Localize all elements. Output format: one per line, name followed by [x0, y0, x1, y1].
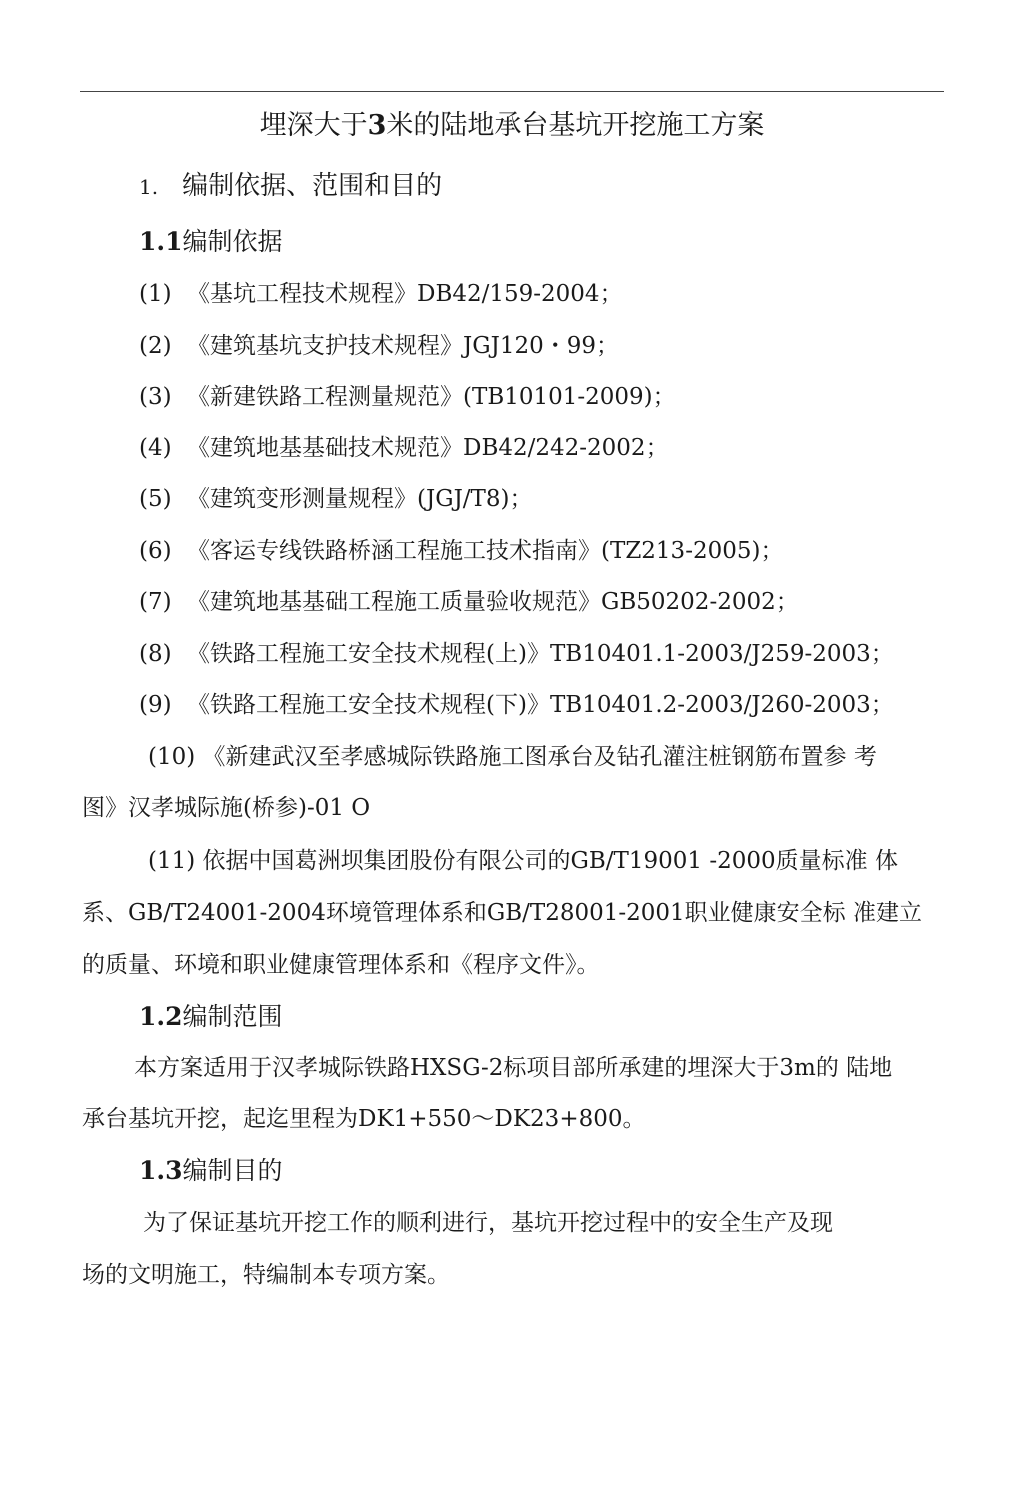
title-depth-number: 3 — [367, 110, 387, 141]
reference-11-line-3: 的质量、环境和职业健康管理体系和《程序文件》。 — [82, 952, 600, 978]
reference-number: (3) — [139, 384, 172, 410]
section-1-number: 1. — [139, 175, 159, 199]
reference-text: 《铁路工程施工安全技术规程(上)》TB10401.1-2003/J259-2003； — [187, 641, 894, 667]
reference-number: (6) — [139, 538, 172, 564]
reference-item — [139, 540, 783, 563]
reference-text: 《客运专线铁路桥涵工程施工技术指南》(TZ213-2005)； — [187, 538, 784, 564]
section-1-1-number: 1.1 — [139, 227, 183, 256]
reference-item — [139, 694, 894, 717]
section-1-heading — [139, 173, 442, 199]
reference-item — [139, 488, 532, 511]
section-1-title: 编制依据、范围和目的 — [182, 171, 443, 201]
reference-number: (1) — [139, 281, 172, 307]
section-1-2-number: 1.2 — [139, 1002, 183, 1031]
scope-line-2: 承台基坑开挖，起迄里程为DK1+550～DK23+800。 — [82, 1106, 646, 1132]
section-1-3-heading — [139, 1158, 283, 1183]
reference-text: 《建筑地基基础技术规范》DB42/242-2002； — [187, 435, 669, 461]
reference-number: (9) — [139, 692, 172, 718]
reference-item — [139, 283, 623, 306]
reference-text: 《新建铁路工程测量规范》(TB10101-2009)； — [187, 384, 676, 410]
section-1-1-title: 编制依据 — [182, 227, 283, 256]
section-1-1-heading — [139, 229, 283, 254]
section-1-2-title: 编制范围 — [182, 1002, 283, 1031]
title-prefix: 埋深大于 — [259, 110, 368, 141]
reference-item — [139, 591, 799, 614]
title-suffix: 米的陆地承台基坑开挖施工方案 — [386, 110, 765, 141]
scope-line-1: 本方案适用于汉孝城际铁路HXSG-2标项目部所承建的埋深大于3m的 陆地 — [134, 1055, 893, 1081]
reference-11-line-1: (11) 依据中国葛洲坝集团股份有限公司的GB/T19001 -2000质量标准 体 — [148, 848, 898, 874]
reference-item — [139, 386, 676, 409]
reference-text: 《铁路工程施工安全技术规程(下)》TB10401.2-2003/J260-2003； — [187, 692, 894, 718]
reference-text: 《建筑变形测量规程》(JGJ/T8)； — [187, 486, 533, 512]
reference-number: (5) — [139, 486, 172, 512]
reference-number: (2) — [139, 333, 172, 359]
reference-10-line-2: 图》汉孝城际施(桥参)-01 O — [82, 795, 371, 821]
reference-number: (4) — [139, 435, 172, 461]
section-1-3-number: 1.3 — [139, 1156, 183, 1185]
section-1-2-heading — [139, 1004, 283, 1029]
reference-text: 《基坑工程技术规程》DB42/159-2004； — [187, 281, 623, 307]
reference-item — [139, 335, 619, 358]
section-1-3-title: 编制目的 — [182, 1156, 283, 1185]
reference-text: 《建筑地基基础工程施工质量验收规范》GB50202-2002； — [187, 589, 799, 615]
reference-number: (7) — [139, 589, 172, 615]
header-rule — [80, 91, 944, 92]
reference-item — [139, 437, 669, 460]
purpose-line-2: 场的文明施工，特编制本专项方案。 — [82, 1262, 450, 1288]
reference-item — [139, 643, 894, 666]
reference-number: (8) — [139, 641, 172, 667]
reference-text: 《建筑基坑支护技术规程》JGJ120・99； — [187, 333, 619, 359]
purpose-line-1: 为了保证基坑开挖工作的顺利进行，基坑开挖过程中的安全生产及现 — [143, 1210, 833, 1236]
reference-11-line-2: 系、GB/T24001-2004环境管理体系和GB/T28001-2001职业健康安全标 准建立 — [82, 900, 922, 926]
reference-10-line-1: (10) 《新建武汉至孝感城际铁路施工图承台及钻孔灌注桩钢筋布置参 考 — [148, 744, 877, 770]
document-title — [0, 112, 1024, 139]
